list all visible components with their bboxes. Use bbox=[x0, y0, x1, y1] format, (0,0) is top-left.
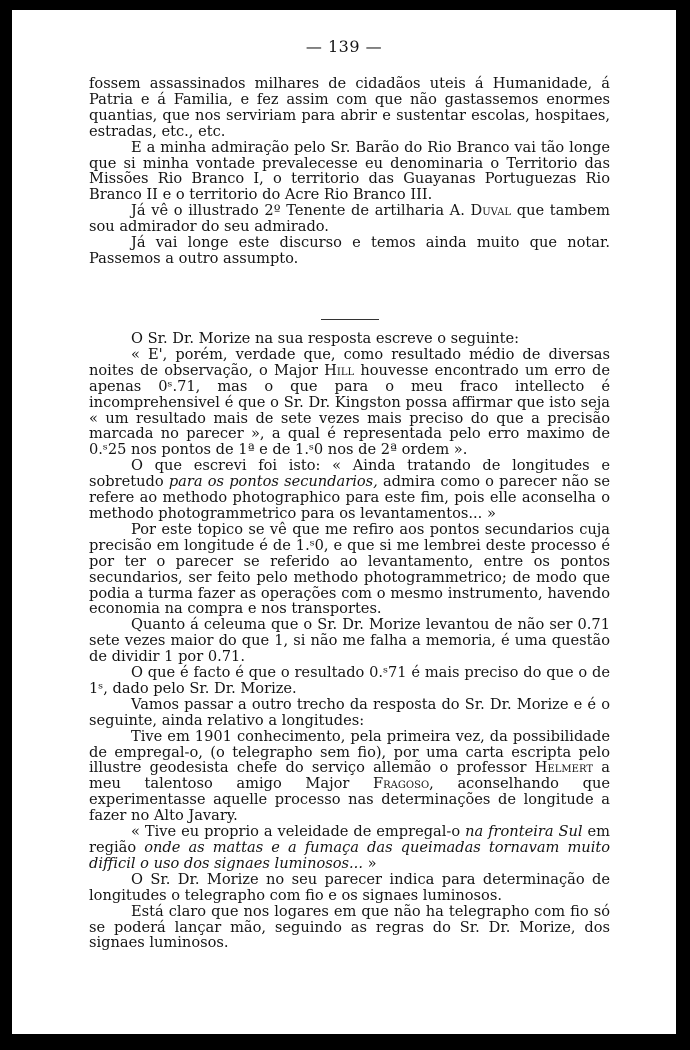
paragraph bbox=[89, 522, 610, 617]
paragraph-text: » bbox=[362, 854, 377, 872]
paragraph bbox=[89, 76, 610, 140]
paragraph-text: O Sr. Dr. Morize na sua resposta escreve o seguinte: bbox=[131, 330, 520, 347]
paragraph bbox=[89, 203, 610, 235]
paragraph bbox=[89, 729, 610, 824]
paragraph-text: O que é facto é que o resultado 0.ˢ71 é mais preciso do que o de 1ˢ, dado pelo Sr. Dr. Morize. bbox=[89, 664, 610, 697]
name-smallcaps: Helmert bbox=[534, 759, 593, 777]
paragraph-text: O que escrevi foi isto: « Ainda tratando de longitudes e sobretudo bbox=[89, 457, 610, 491]
italic-text: na fronteira Sul bbox=[465, 823, 583, 841]
paragraph bbox=[89, 697, 610, 729]
paragraph bbox=[89, 347, 610, 458]
bottom-text-block bbox=[89, 331, 610, 951]
section-separator bbox=[321, 319, 379, 320]
paragraph bbox=[89, 235, 610, 267]
paragraph-text: que tambem sou admirador do seu admirado. bbox=[89, 202, 610, 236]
paragraph bbox=[89, 665, 610, 697]
paragraph-text: Quanto á celeuma que o Sr. Dr. Morize levantou de não ser 0.71 sete vezes maior do que 1, si não me falha a memoria, é uma questão de dividir 1 por 0.71. bbox=[89, 616, 610, 666]
paragraph-text: Por este topico se vê que me refiro aos pontos secundarios cuja precisão em longitude é de 1.ˢ0, e que si me lembrei deste processo é por ter o parecer se referido ao levantamento, entre os pontos secundarios, ser feito pelo methodo photogrammetrico; de modo que podia a turma fazer as operações com o mesmo instrumento, havendo economia na compra e nos transportes. bbox=[89, 520, 610, 618]
paragraph-text: Está claro que nos logares em que não ha telegrapho com fio só se poderá lançar mão, seguindo as regras do Sr. Dr. Morize, dos signaes luminosos. bbox=[89, 902, 610, 952]
paragraph-text: a meu talentoso amigo Major bbox=[89, 759, 611, 793]
book-page bbox=[12, 10, 676, 1034]
page-number: — 139 — bbox=[305, 37, 383, 56]
paragraph bbox=[89, 617, 610, 665]
name-smallcaps: Duval bbox=[470, 202, 512, 220]
paragraph-text: Tive em 1901 conhecimento, pela primeira vez, da possibilidade de empregal-o, (o telegrapho sem fio), por uma carta escripta pelo illustre geodesista chefe do serviço allemão o professor bbox=[89, 727, 610, 777]
paragraph-text: em região bbox=[89, 823, 610, 856]
paragraph-text: Vamos passar a outro trecho da resposta do Sr. Dr. Morize e é o seguinte, ainda relativo a longitudes: bbox=[89, 695, 610, 729]
paragraph-text: aconselhando que experimentasse aquelle processo nas determinações de longitude a fazer no Alto Javary. bbox=[89, 775, 610, 825]
paragraph-text: « Tive eu proprio a veleidade de empregal-o bbox=[131, 823, 466, 841]
paragraph-text: Já vai longe este discurso e temos ainda muito que notar. Passemos a outro assumpto. bbox=[89, 234, 610, 267]
paragraph bbox=[89, 140, 610, 204]
paragraph-text: houvesse encontrado um erro de apenas 0ˢ.71, mas o que para o meu fraco intellecto é incomprehensivel é que o Sr. Dr. Kingston possa affirmar que isto seja « um resultado mais de sete vezes mais preciso do que a precisão marcada no parecer », a qual é representada pelo erro maximo de 0.ˢ25 nos pontos de 1ª e de 1.ˢ0 nos de 2ª ordem ». bbox=[89, 361, 610, 459]
paragraph-text: Já vê o illustrado 2º Tenente de artilharia A. bbox=[131, 202, 471, 220]
paragraph-text: O Sr. Dr. Morize no seu parecer indica para determinação de longitudes o telegrapho com fio e os signaes luminosos. bbox=[89, 870, 610, 904]
paragraph-text: « E', porém, verdade que, como resultado médio de diversas noites de observação, o Major bbox=[89, 345, 610, 379]
paragraph-text: fossem assassinados milhares de cidadãos uteis á Humanidade, á Patria e á Familia, e fez assim com que não gastassemos enormes quantias, que nos serviriam para abrir e sustentar escolas, hospitaes, estradas, etc., etc. bbox=[89, 75, 610, 140]
italic-text: para os pontos secundarios, bbox=[168, 473, 378, 491]
top-text-block bbox=[89, 76, 610, 267]
name-smallcaps: Fragoso, bbox=[373, 775, 434, 793]
paragraph bbox=[89, 458, 610, 522]
paragraph-text: E a minha admiração pelo Sr. Barão do Rio Branco vai tão longe que si minha vontade prevalecesse eu denominaria o Territorio das Missões Rio Branco I, o territorio das Guayanas Portuguezas Rio Branco II e o territorio do Acre Rio Branco III. bbox=[89, 138, 610, 204]
paragraph bbox=[89, 904, 610, 952]
paragraph bbox=[89, 331, 610, 347]
paragraph bbox=[89, 824, 610, 872]
paragraph-text: admira como o parecer não se refere ao methodo photographico para este fim, pois elle aconselha o methodo photogrammetrico para os levantamentos... » bbox=[89, 473, 611, 522]
name-smallcaps: Hill bbox=[324, 361, 355, 379]
paragraph bbox=[89, 872, 610, 904]
italic-text: onde as mattas e a fumaça das queimadas tornavam muito difficil o uso dos signaes luminosos... bbox=[89, 839, 611, 872]
